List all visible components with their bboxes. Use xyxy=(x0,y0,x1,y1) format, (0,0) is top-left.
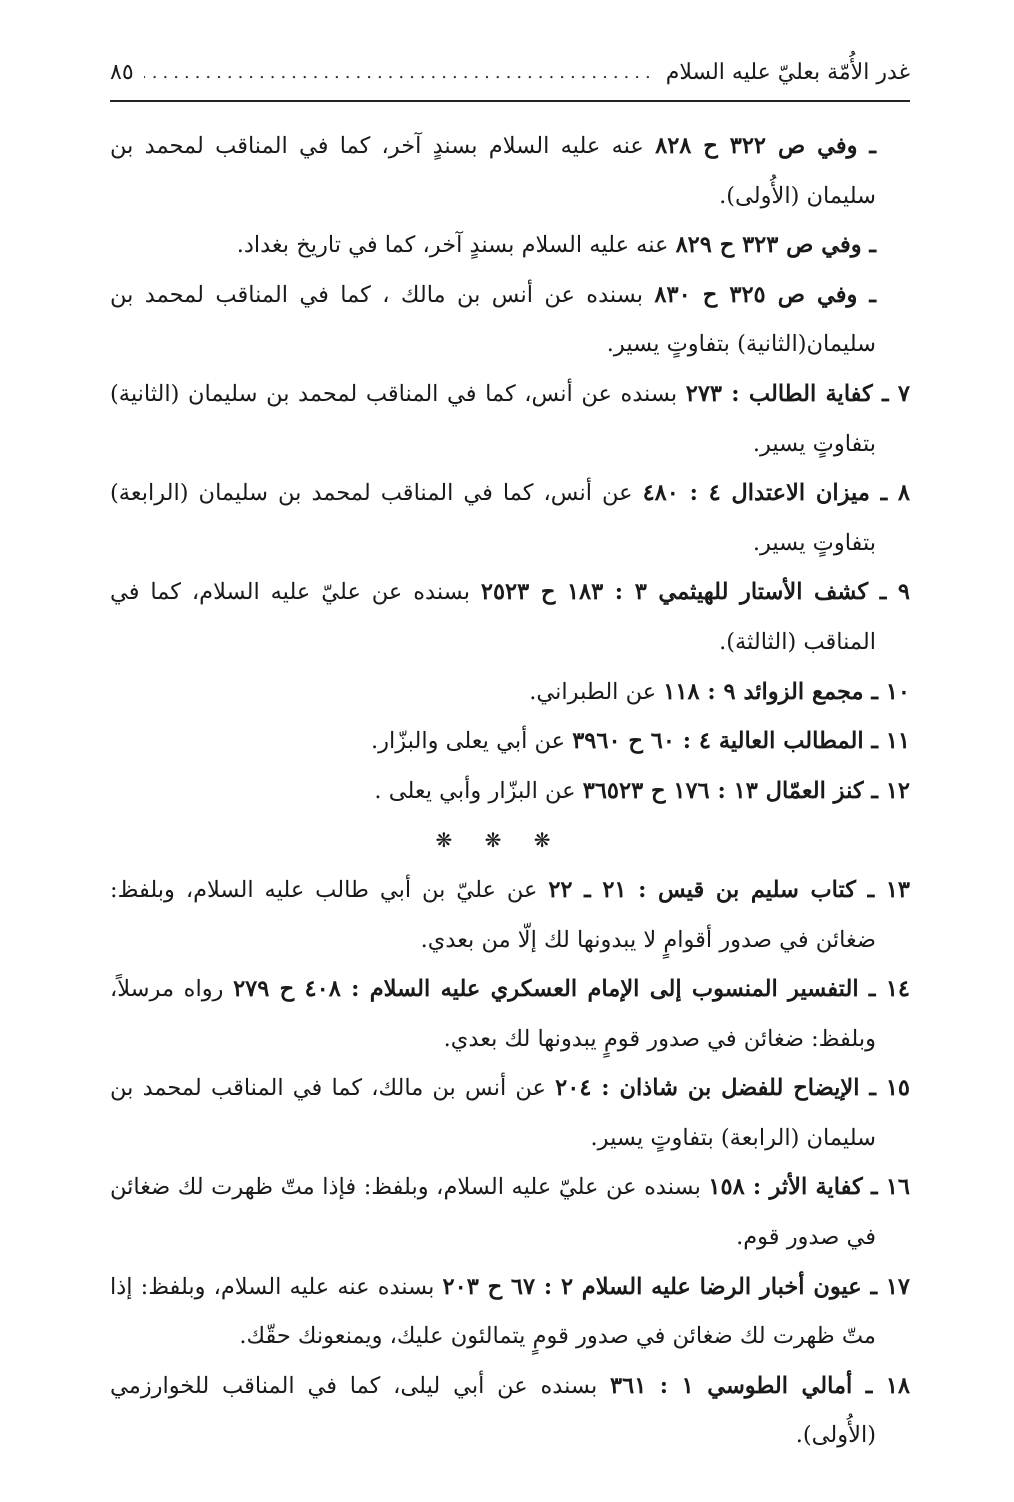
entry-text: عن الطبراني. xyxy=(529,678,664,705)
entry-text: عنه عليه السلام بسندٍ آخر، كما في المناقب لمحمد بن سليمان (الأُولى). xyxy=(110,133,876,209)
list-item xyxy=(110,1163,910,1262)
list-item xyxy=(110,1362,910,1461)
list-item xyxy=(110,271,910,370)
entry-text: عن أنس بن مالك، كما في المناقب لمحمد بن سليمان (الرابعة) بتفاوتٍ يسير. xyxy=(110,1075,876,1151)
entry-source: ١٣ ـ كتاب سليم بن قيس : ٢١ ـ ٢٢ xyxy=(548,876,910,903)
entry-text: بسنده عنه عليه السلام، وبلفظ: إذا متّ ظهرت لك ضغائن في صدور قومٍ يتمالئون عليك، ويمنعونك حقّك. xyxy=(110,1273,876,1350)
entry-text: عن البزّار وأبي يعلى . xyxy=(374,777,583,804)
list-item xyxy=(110,717,910,767)
list-item xyxy=(110,866,910,965)
entry-source: ١٢ ـ كنز العمّال ١٣ : ١٧٦ ح ٣٦٥٢٣ xyxy=(582,777,910,804)
entry-source: ١٤ ـ التفسير المنسوب إلى الإمام العسكري عليه السلام : ٤٠٨ ح ٢٧٩ xyxy=(233,976,910,1003)
list-item xyxy=(110,1263,910,1362)
header-title: غدر الأُمّة بعليّ عليه السلام xyxy=(665,59,910,85)
header-leader-dots xyxy=(144,62,656,83)
list-item xyxy=(110,767,910,817)
entry-source: ٩ ـ كشف الأستار للهيثمي ٣ : ١٨٣ ح ٢٥٢٣ xyxy=(480,579,910,606)
list-item xyxy=(110,568,910,667)
list-item xyxy=(110,668,910,718)
entry-source: ـ وفي ص ٣٢٣ ح ٨٢٩ xyxy=(675,232,876,259)
entry-source: ١٥ ـ الإيضاح للفضل بن شاذان : ٢٠٤ xyxy=(555,1075,910,1102)
entry-text: بسنده عن عليّ عليه السلام، كما في المناقب (الثالثة). xyxy=(110,579,876,655)
entry-text: بسنده عن أبي ليلى، كما في المناقب للخوارزمي (الأُولى). xyxy=(110,1372,876,1449)
entry-source: ٨ ـ ميزان الاعتدال ٤ : ٤٨٠ xyxy=(642,480,910,507)
entry-source: ـ وفي ص ٣٢٥ ح ٨٣٠ xyxy=(654,281,877,308)
running-header xyxy=(110,50,910,94)
entry-text: رواه مرسلاً، وبلفظ: ضغائن في صدور قومٍ يبدونها لك بعدي. xyxy=(110,976,876,1052)
entry-text: عن عليّ بن أبي طالب عليه السلام، وبلفظ: ضغائن في صدور أقوامٍ لا يبدونها لك إلّا من بعدي. xyxy=(110,876,876,953)
entry-source: ١١ ـ المطالب العالية ٤ : ٦٠ ح ٣٩٦٠ xyxy=(572,728,910,755)
entry-source: ١٧ ـ عيون أخبار الرضا عليه السلام ٢ : ٦٧ ح ٢٠٣ xyxy=(442,1273,911,1300)
entry-source: ١٨ ـ أمالي الطوسي ١ : ٣٦١ xyxy=(610,1372,910,1399)
page-number: ٨٥ xyxy=(110,59,134,85)
entry-text: عن أنس، كما في المناقب لمحمد بن سليمان (الرابعة) بتفاوتٍ يسير. xyxy=(110,480,876,556)
entry-source: ١٦ ـ كفاية الأثر : ١٥٨ xyxy=(708,1174,910,1201)
list-item xyxy=(110,469,910,568)
section-separator-stars: ❋ ❋ ❋ xyxy=(435,828,551,853)
entry-source: ٧ ـ كفاية الطالب : ٢٧٣ xyxy=(685,380,910,407)
footnote-list xyxy=(110,122,910,1461)
entry-text: بسنده عن عليّ عليه السلام، وبلفظ: فإذا متّ ظهرت لك ضغائن في صدور قوم. xyxy=(110,1174,876,1251)
list-item xyxy=(110,1064,910,1163)
entry-text: بسنده عن أنس بن مالك ، كما في المناقب لمحمد بن سليمان(الثانية) بتفاوتٍ يسير. xyxy=(110,281,876,358)
list-item xyxy=(110,221,910,271)
header-rule xyxy=(110,100,910,102)
entry-text: عنه عليه السلام بسندٍ آخر، كما في تاريخ بغداد. xyxy=(236,232,676,259)
entry-text: بسنده عن أنس، كما في المناقب لمحمد بن سليمان (الثانية) بتفاوتٍ يسير. xyxy=(110,380,876,457)
list-item xyxy=(110,965,910,1064)
list-item xyxy=(110,122,910,221)
entry-source: ـ وفي ص ٣٢٢ ح ٨٢٨ xyxy=(655,133,876,159)
entry-text: عن أبي يعلى والبزّار. xyxy=(371,728,573,755)
list-item xyxy=(110,370,910,469)
entry-source: ١٠ ـ مجمع الزوائد ٩ : ١١٨ xyxy=(663,678,910,705)
